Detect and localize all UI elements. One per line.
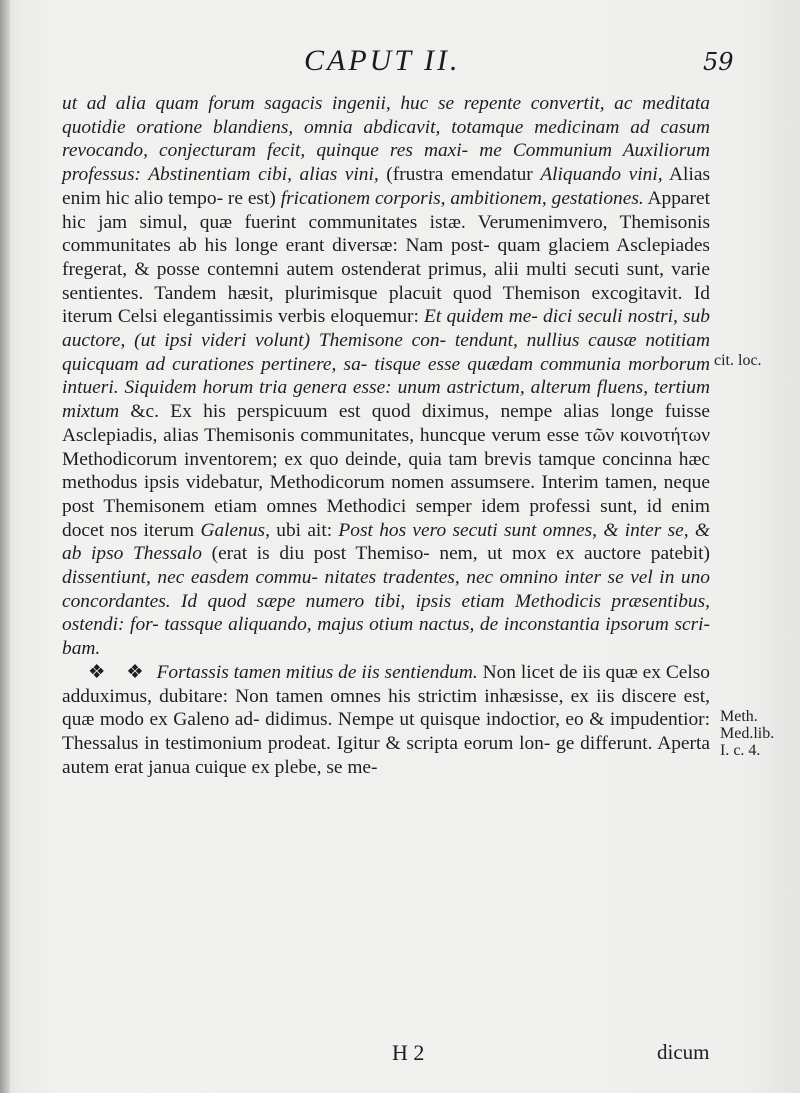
text-line: jam simul, quæ fuerint communitates istæ. Verumenimvero, bbox=[98, 211, 608, 233]
running-head: CAPUT II. bbox=[304, 44, 461, 77]
text-span: &c. bbox=[119, 401, 159, 423]
quotation: tassque aliquando, majus otium nactus, de inconstantia ipsorum scri- bbox=[164, 614, 710, 636]
paragraph bbox=[62, 661, 710, 780]
quotation: Et quidem me- bbox=[424, 306, 538, 328]
margin-note-line: Med.lib. bbox=[720, 725, 775, 742]
quotation: dissentiunt, nec easdem commu- bbox=[62, 567, 318, 589]
text-span: Galenus, bbox=[200, 519, 270, 541]
text-span: Non licet bbox=[477, 661, 555, 683]
text-line: didimus. Nempe ut quisque indoctior, eo & impudentior: bbox=[265, 709, 710, 731]
quotation: dici seculi nostri, sub auctore, (ut ipsi videri volunt) Themisone con- bbox=[62, 306, 710, 352]
quotation: quod sæpe numero tibi, ipsis etiam Methodicis præsentibus, ostendi: for- bbox=[62, 590, 710, 636]
catchword: dicum bbox=[657, 1040, 710, 1064]
text-line: ut ad alia quam forum sagacis ingenii, huc se repente convertit, ac bbox=[62, 93, 633, 114]
quotation: nitates tradentes, nec omnino inter se vel in uno concordantes. Id bbox=[62, 567, 710, 612]
text-line: meditata quotidie oratione blandiens, omnia abdicavit, totamque bbox=[62, 93, 710, 138]
text-line: his strictim inhæsisse, ex iis discere est, quæ modo ex Galeno ad- bbox=[62, 685, 710, 731]
quotation: tisque esse quædam communia morborum intueri. Siquidem horum bbox=[62, 353, 710, 399]
ornament-marks: ❖ ❖ bbox=[88, 661, 152, 683]
page-gutter-shadow bbox=[0, 0, 10, 1093]
paragraph bbox=[62, 92, 710, 661]
text-line: medicinam ad casum revocando, conjecturam fecit, quinque res maxi- bbox=[62, 116, 710, 162]
text-span: nem, ut mox ex auctore patebit) bbox=[439, 543, 710, 565]
text-line: esse τῶν κοινοτήτων Methodicorum inventorem; ex quo deinde, bbox=[62, 424, 710, 470]
text-line: Thessalus in testimonium prodeat. Igitur & scripta eorum lon- bbox=[62, 732, 551, 754]
text-span: Aliquando vini, bbox=[540, 164, 663, 186]
text-line: quia tam brevis tamque concinna hæc methodus ipsis videbatur, bbox=[62, 448, 710, 494]
text-line: re est) bbox=[227, 187, 276, 209]
text-line: me Communium Auxiliorum professus: Abstinentiam cibi, alias vini, bbox=[62, 140, 710, 186]
text-span: id enim docet nos iterum bbox=[62, 495, 711, 541]
paragraph-lead: Fortassis tamen mitius de iis sentiendum. bbox=[156, 661, 478, 683]
text-line: de iis quæ ex Celso adduximus, dubitare: Non tamen omnes bbox=[62, 661, 710, 707]
text-line: Themisonem etiam omnes Methodici semper idem professi sunt, bbox=[103, 495, 638, 517]
text-line: Id iterum Celsi elegantissimis verbis eloquemur: bbox=[62, 282, 710, 328]
signature-mark: H 2 bbox=[392, 1040, 425, 1065]
text-line: quam glaciem Asclepiades fregerat, & posse contemni autem bbox=[62, 235, 710, 280]
quotation: Post hos vero secuti bbox=[338, 519, 498, 541]
text-span: Apparet hic bbox=[62, 187, 710, 233]
margin-note-line: I. c. 4. bbox=[720, 742, 761, 759]
margin-note-reference bbox=[720, 708, 784, 759]
quotation: bam. bbox=[62, 638, 101, 660]
body-text bbox=[62, 92, 710, 779]
text-line: ostenderat primus, alii multi secuti sunt, varie sentientes. bbox=[62, 258, 710, 304]
text-line: Ex his perspicuum est quod diximus, nempe alias longe fuisse bbox=[170, 401, 710, 423]
quotation: tendunt, nullius causæ notitiam quicquam ad curationes pertinere, sa- bbox=[62, 330, 710, 375]
page-header bbox=[0, 44, 800, 84]
text-span: ubi ait: bbox=[269, 519, 333, 541]
text-line: Themisonis communitates ab his longe erant diversæ: Nam post- bbox=[62, 211, 710, 257]
text-span: (erat is diu post Themiso- bbox=[201, 543, 430, 565]
quotation: sunt omnes, & inter se, & ab ipso Thessalo bbox=[62, 519, 711, 565]
text-line: ge differunt. Aperta autem erat janua cuique ex plebe, se me- bbox=[62, 732, 710, 778]
text-span: fricationem corporis, ambitionem, gestationes. bbox=[280, 187, 644, 209]
text-line: (frustra emendatur bbox=[386, 164, 533, 186]
margin-note-line: Meth. bbox=[720, 708, 758, 725]
text-line: Asclepiadis, alias Themisonis communitates, huncque verum bbox=[62, 424, 541, 446]
text-span: Alias enim hic alio tempo- bbox=[62, 164, 710, 209]
text-line: Methodicorum nomen assumsere. Interim tamen, neque post bbox=[62, 472, 710, 517]
text-line: Tandem hæsit, plurimisque placuit quod Themison excogitavit. bbox=[154, 282, 683, 304]
margin-note-citation: cit. loc. bbox=[714, 352, 762, 369]
quotation: tria genera esse: unum astrictum, alterum fluens, tertium mixtum bbox=[62, 377, 710, 423]
page-number: 59 bbox=[703, 48, 734, 76]
